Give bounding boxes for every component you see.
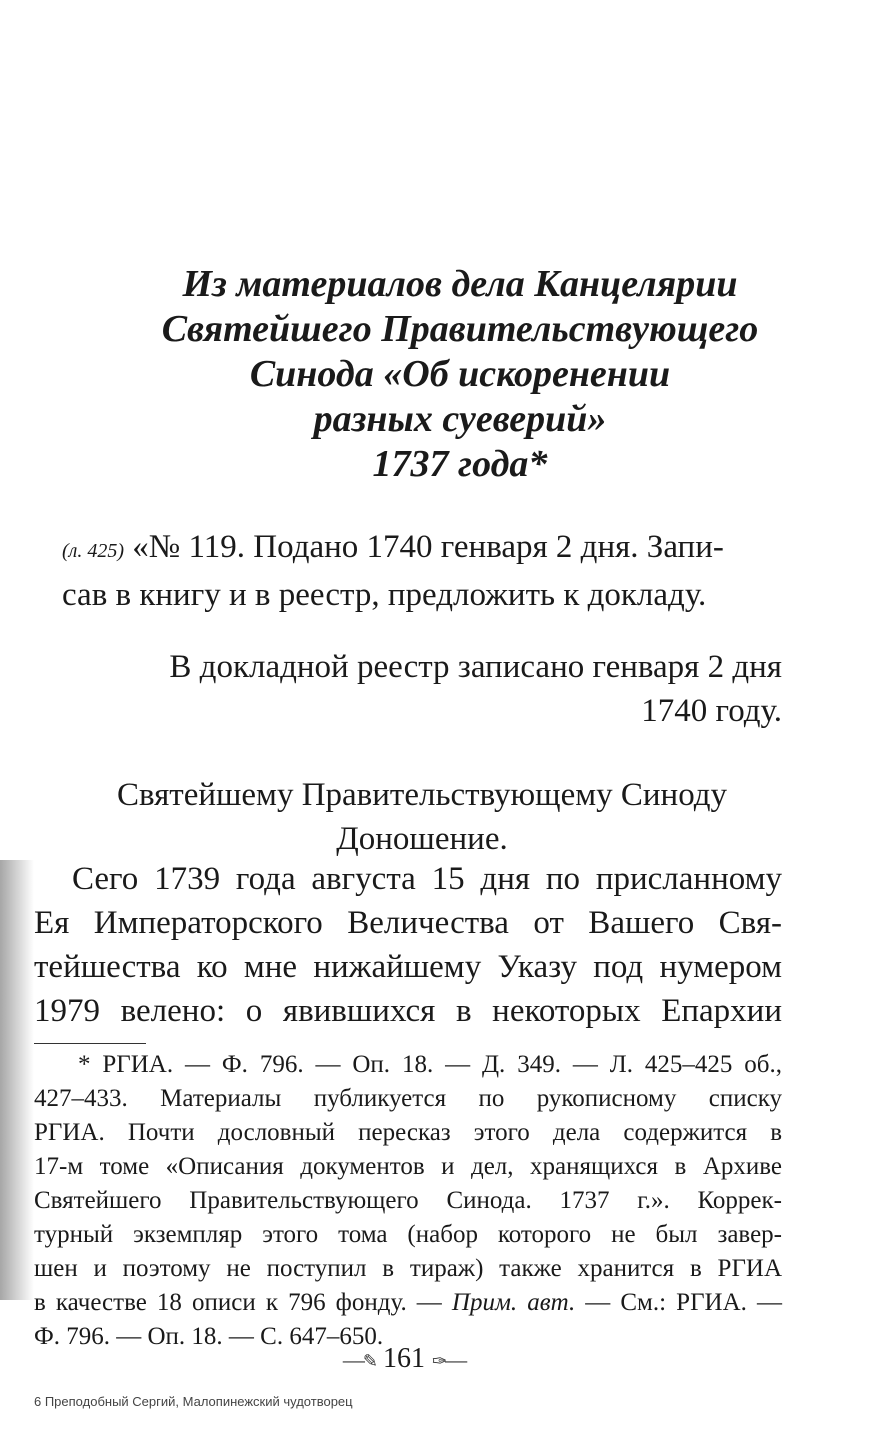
- folio-reference: (л. 425): [62, 540, 125, 562]
- footnote-line: 427–433. Материалы публикуется по рукописному списку: [34, 1085, 782, 1112]
- body-line: тейшества ко мне нижайшему Указу под нумером: [34, 949, 782, 985]
- footnote-line: [34, 1286, 782, 1320]
- scan-edge-shadow: [0, 860, 34, 1300]
- left-ornament-icon: —✎: [342, 1347, 376, 1372]
- filed-note-line: [62, 525, 782, 573]
- footnote: [34, 1048, 782, 1354]
- footnote-text: — См.: РГИА. —: [575, 1289, 782, 1316]
- chapter-title-line: Святейшего Правительствующего: [161, 308, 759, 350]
- page-number: 161: [383, 1343, 425, 1374]
- addressee: [62, 773, 782, 861]
- footnote-divider: [34, 1043, 146, 1044]
- document-heading: Доношение.: [336, 821, 508, 857]
- footnote-line: РГИА. Почти дословный пересказ этого дела содержится в: [34, 1119, 782, 1146]
- chapter-title-line: 1737 года*: [372, 443, 548, 485]
- right-ornament-icon: ✑—: [432, 1347, 466, 1372]
- page-number-block: [0, 1342, 808, 1378]
- registry-note-line: В докладной реестр записано генваря 2 дня: [169, 649, 782, 685]
- registry-note: [62, 645, 782, 733]
- author-note-mark: Прим. авт.: [451, 1289, 576, 1316]
- filed-note: [62, 525, 782, 617]
- footnote-line: Святейшего Правительствующего Синода. 1737 г.». Коррек-: [34, 1187, 782, 1214]
- filed-note-line: сав в книгу и в реестр, предложить к докладу.: [62, 577, 707, 613]
- registry-note-line: 1740 году.: [641, 693, 782, 729]
- footnote-text: в качестве 18 описи к 796 фонду. —: [34, 1289, 452, 1316]
- footnote-line: 17-м томе «Описания документов и дел, хранящихся в Архиве: [34, 1153, 782, 1180]
- body-line: Ея Императорского Величества от Вашего Свя-: [34, 905, 782, 941]
- chapter-title-line: Из материалов дела Канцелярии: [182, 263, 738, 305]
- signature-line: 6 Преподобный Сергий, Малопинежский чудотворец: [34, 1394, 353, 1409]
- body-line: Сего 1739 года августа 15 дня по присланному: [72, 861, 782, 897]
- chapter-title-line: Синода «Об искоренении: [249, 353, 671, 395]
- filed-note-text: «№ 119. Подано 1740 генваря 2 дня. Запи-: [132, 529, 724, 565]
- footnote-line: Ф. 796. — Оп. 18. — С. 647–650.: [34, 1323, 384, 1350]
- footnote-line: турный экземпляр этого тома (набор которого не был завер-: [34, 1221, 782, 1248]
- chapter-title-line: разных суеверий»: [313, 398, 607, 440]
- chapter-title: [60, 262, 860, 487]
- body-line: 1979 велено: о явившихся в некоторых Епархии: [34, 993, 782, 1029]
- body-paragraph: [34, 857, 782, 1033]
- footnote-line: * РГИА. — Ф. 796. — Оп. 18. — Д. 349. — Л. 425–425 об.,: [78, 1051, 782, 1078]
- footnote-line: шен и поэтому не поступил в тираж) также хранится в РГИА: [34, 1255, 782, 1282]
- addressee-line: Святейшему Правительствующему Синоду: [116, 777, 728, 813]
